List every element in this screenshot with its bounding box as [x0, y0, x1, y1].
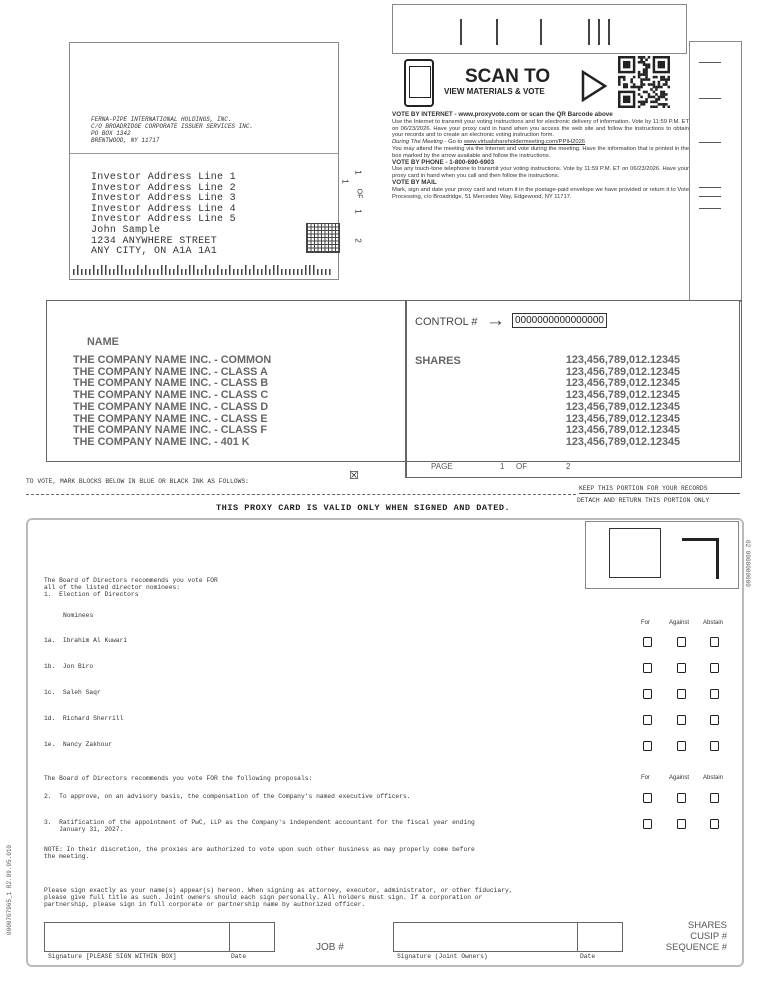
share-amount: 123,456,789,012.12345: [565, 424, 680, 437]
date-label: Date: [231, 953, 247, 960]
share-amount: 123,456,789,012.12345: [565, 377, 680, 390]
share-amount: 123,456,789,012.12345: [565, 435, 680, 448]
mail-heading: VOTE BY MAIL: [392, 178, 437, 186]
detach-line-left: [26, 494, 576, 495]
nominee-row: 1c. Saleh Saqr: [44, 689, 101, 696]
meeting-line: [392, 139, 689, 146]
nominee-row: 1b. Jon Biro: [44, 663, 94, 670]
signature-box[interactable]: [44, 922, 230, 952]
share-amount: 123,456,789,012.12345: [565, 412, 680, 425]
abstain-checkbox[interactable]: [710, 741, 719, 751]
joint-signature-label: Signature (Joint Owners): [397, 953, 488, 960]
abstain-checkbox[interactable]: [710, 689, 719, 699]
discretion-note: NOTE: In their discretion, the proxies are authorized to vote upon such other business as may properly come before the meeting.: [44, 846, 475, 861]
card-side-code: 02 0000000000: [744, 540, 751, 587]
name-label: NAME: [87, 336, 119, 348]
barcode-strip: [392, 4, 687, 54]
abstain-checkbox[interactable]: [710, 819, 719, 829]
shares-right-label: SHARES: [687, 920, 727, 931]
address-divider: [70, 153, 338, 154]
mail-indicia-box: [585, 521, 739, 589]
meeting-link[interactable]: www.virtualshareholdermeeting.com/PPIH2026: [463, 139, 586, 146]
postal-barcode: [73, 265, 335, 275]
investor-line: Investor Address Line 3: [91, 193, 236, 205]
shares-label: SHARES: [415, 355, 461, 367]
abstain-checkbox[interactable]: [710, 637, 719, 647]
company-name: THE COMPANY NAME INC. - CLASS E: [73, 412, 268, 425]
address-panel: [69, 42, 339, 280]
right-labels: [640, 920, 727, 953]
col-for-header-2: For: [641, 775, 650, 781]
joint-signature-box[interactable]: [393, 922, 579, 952]
sender-line-2: C/O BROADRIDGE CORPORATE ISSUER SERVICES INC.: [91, 123, 254, 130]
company-name: THE COMPANY NAME INC. - CLASS A: [73, 365, 268, 378]
company-name: THE COMPANY NAME INC. - 401 K: [73, 435, 250, 448]
nominee-row: 1d. Richard Sherrill: [44, 715, 124, 722]
page-mark-d: 1: [353, 209, 363, 214]
cusip-label: CUSIP #: [690, 931, 727, 942]
investor-address: [91, 173, 236, 258]
proposal-3: 3. Ratification of the appointment of PwC, LLP as the Company's independent accountant for the fiscal year ending January 31, 2027.: [44, 819, 475, 834]
page-of: OF: [516, 462, 528, 471]
joint-signature-baseline: [393, 951, 622, 952]
phone-heading: VOTE BY PHONE - 1-800-690-6903: [392, 158, 495, 166]
datamatrix-barcode: [306, 223, 340, 253]
investor-line: Investor Address Line 5: [91, 214, 236, 226]
proposal-2: 2. To approve, on an advisory basis, the compensation of the Company's named executive officers.: [44, 793, 411, 800]
nominee-row: 1e. Nancy Zakhour: [44, 741, 113, 748]
for-checkbox[interactable]: [643, 793, 652, 803]
page-mark-e: 2: [353, 238, 363, 243]
col-abstain-header: Abstain: [703, 620, 724, 626]
control-label: CONTROL #: [415, 316, 478, 328]
internet-heading: VOTE BY INTERNET - www.proxyvote.com or scan the QR Barcode above: [392, 111, 613, 118]
internet-body: Use the Internet to transmit your voting instructions and for electronic delivery of information. Vote by 11:59 P.M. ET on 06/23/2026. Have your proxy card in hand when you access the web site and follow the instructions to obtain your records and to create an electronic voting instruction form.: [392, 118, 689, 139]
for-checkbox[interactable]: [643, 637, 652, 647]
sender-address: [91, 116, 253, 144]
against-checkbox[interactable]: [677, 793, 686, 803]
keep-portion-text: KEEP THIS PORTION FOR YOUR RECORDS: [579, 485, 708, 492]
against-checkbox[interactable]: [677, 663, 686, 673]
meeting-lead: During The Meeting: [392, 139, 443, 146]
for-checkbox[interactable]: [643, 715, 652, 725]
share-amount: 123,456,789,012.12345: [565, 389, 680, 402]
meeting-body: You may attend the meeting via the Internet and vote during the meeting. Have the information that is printed in the box marked by the arrow available and follow the instructions.: [392, 145, 689, 159]
for-checkbox[interactable]: [643, 741, 652, 751]
col-for-header: For: [641, 620, 650, 626]
against-checkbox[interactable]: [677, 689, 686, 699]
sender-line-3: PO BOX 1342: [91, 130, 131, 137]
for-checkbox[interactable]: [643, 663, 652, 673]
sender-line-1: FERNA-PIPE INTERNATIONAL HOLDINGS, INC.: [91, 116, 232, 123]
company-name: THE COMPANY NAME INC. - CLASS D: [73, 400, 269, 413]
investor-line: Investor Address Line 1: [91, 172, 236, 183]
name-list: [73, 355, 271, 449]
date-box[interactable]: [229, 922, 275, 952]
page-mark-b: OF: [355, 188, 363, 199]
for-checkbox[interactable]: [643, 819, 652, 829]
board-intro: The Board of Directors recommends you vote FOR all of the listed director nominees: 1. Election of Directors: [44, 577, 218, 599]
mark-example-icon: ☒: [349, 470, 359, 482]
joint-date-box[interactable]: [577, 922, 623, 952]
signing-instructions: Please sign exactly as your name(s) appear(s) hereon. When signing as attorney, executor, administrator, or other fiduciary, please give full title as such. Joint owners should each sign personally. All holders must sign. If a corporation or partnership, please sign in full corporate or partnership name by authorized officer.: [44, 887, 513, 909]
abstain-checkbox[interactable]: [710, 715, 719, 725]
joint-date-label: Date: [580, 953, 596, 960]
against-checkbox[interactable]: [677, 741, 686, 751]
company-name: THE COMPANY NAME INC. - COMMON: [73, 354, 272, 366]
keep-underline: [579, 493, 740, 494]
investor-line: 1234 ANYWHERE STREET: [91, 235, 218, 247]
control-arrow-icon: →: [486, 310, 505, 331]
page-number: 1: [500, 462, 505, 471]
detach-portion-text: DETACH AND RETURN THIS PORTION ONLY: [577, 497, 710, 504]
page-mark-c: 1: [340, 179, 350, 184]
abstain-checkbox[interactable]: [710, 793, 719, 803]
share-amount: 123,456,789,012.12345: [565, 354, 680, 366]
signature-baseline: [44, 951, 274, 952]
page-total: 2: [566, 462, 571, 471]
company-name: THE COMPANY NAME INC. - CLASS F: [73, 424, 267, 437]
for-checkbox[interactable]: [643, 689, 652, 699]
job-label: JOB #: [316, 942, 344, 953]
company-name: THE COMPANY NAME INC. - CLASS B: [73, 377, 269, 390]
mail-body: Mark, sign and date your proxy card and return it in the postage-paid envelope we have provided or return it to Vote Processing, c/o Broadridge, 51 Mercedes Way, Edgewood, NY 11717.: [392, 186, 689, 200]
company-name: THE COMPANY NAME INC. - CLASS C: [73, 389, 269, 402]
against-checkbox[interactable]: [677, 819, 686, 829]
qr-code-icon: [618, 56, 670, 108]
valid-notice: THIS PROXY CARD IS VALID ONLY WHEN SIGNED AND DATED.: [216, 503, 511, 513]
control-number: 0000000000000000: [512, 313, 607, 328]
col-against-header: Against: [669, 620, 690, 626]
shares-list: [520, 355, 680, 449]
signature-label: Signature [PLEASE SIGN WITHIN BOX]: [48, 953, 177, 960]
investor-line: John Sample: [91, 224, 161, 236]
abstain-checkbox[interactable]: [710, 663, 719, 673]
investor-line: Investor Address Line 4: [91, 203, 236, 215]
scan-title: SCAN TO: [465, 66, 551, 87]
mark-instruction: TO VOTE, MARK BLOCKS BELOW IN BLUE OR BLACK INK AS FOLLOWS:: [26, 478, 249, 485]
meeting-mid: - Go to: [442, 139, 464, 146]
sequence-label: SEQUENCE #: [665, 942, 727, 953]
card-left-code: 0000707965_1 R2.09.05.010: [6, 844, 13, 935]
side-tab-strip: [689, 41, 742, 302]
against-checkbox[interactable]: [677, 715, 686, 725]
play-arrow-icon: [581, 70, 607, 102]
investor-line: ANY CITY, ON A1A 1A1: [91, 246, 218, 258]
nominee-row: 1a. Ibrahim Al Kuwari: [44, 637, 128, 644]
against-checkbox[interactable]: [677, 637, 686, 647]
page-label: PAGE: [431, 462, 453, 471]
col-against-header-2: Against: [669, 775, 690, 781]
share-amount: 123,456,789,012.12345: [565, 400, 680, 413]
voting-instructions: [392, 112, 689, 200]
scan-subtitle: VIEW MATERIALS & VOTE: [444, 87, 545, 96]
page-mark-a: 1: [353, 170, 363, 175]
phone-icon: [404, 59, 434, 107]
sender-line-4: BRENTWOOD, NY 11717: [91, 137, 160, 144]
investor-line: Investor Address Line 2: [91, 182, 236, 194]
nominees-label: Nominees: [63, 612, 94, 619]
share-amount: 123,456,789,012.12345: [565, 365, 680, 378]
col-abstain-header-2: Abstain: [703, 775, 724, 781]
phone-body: Use any touch-tone telephone to transmit your voting instructions. Vote by 11:59 P.M. ET on 06/23/2026. Have your proxy card in hand when you call and then follow the instructions.: [392, 166, 689, 180]
proposals-intro: The Board of Directors recommends you vote FOR the following proposals:: [44, 775, 313, 782]
